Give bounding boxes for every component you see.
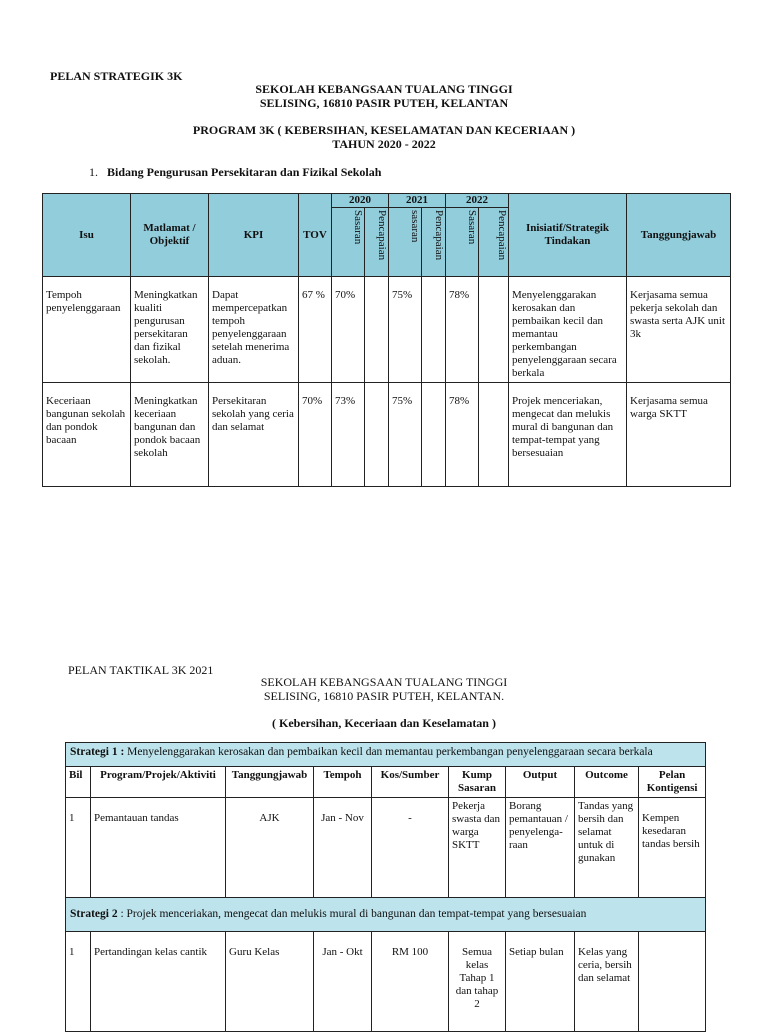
cell-tempoh: Jan - Okt bbox=[314, 932, 372, 1032]
tactical-school-line2: SELISING, 16810 PASIR PUTEH, KELANTAN. bbox=[263, 689, 505, 703]
header-matlamat: Matlamat / Objektif bbox=[131, 194, 209, 277]
cell-pencapaian-2021 bbox=[422, 277, 446, 383]
cell-sasaran-2021: 75% bbox=[389, 277, 422, 383]
tactical-subtitle: ( Kebersihan, Keceriaan dan Keselamatan ) bbox=[272, 716, 496, 730]
section-title: Bidang Pengurusan Persekitaran dan Fizikal Sekolah bbox=[107, 165, 382, 179]
strategi-1-banner bbox=[66, 743, 706, 767]
strategic-table bbox=[42, 193, 731, 487]
cell-tov: 67 % bbox=[299, 277, 332, 383]
header-pencapaian-2022: Pencapaian bbox=[479, 208, 509, 277]
cell-pelan-kontigensi bbox=[639, 932, 706, 1032]
cell-kpi: Dapat mempercepatkan tempoh penyelenggaraan setelah menerima aduan. bbox=[209, 277, 299, 383]
header-tanggungjawab: Tanggungjawab bbox=[627, 194, 731, 277]
cell-sasaran-2020: 70% bbox=[332, 277, 365, 383]
table-row bbox=[43, 383, 731, 487]
strategi-2-label: Strategi 2 bbox=[70, 908, 118, 920]
cell-isu: Tempoh penyelenggaraan bbox=[43, 277, 131, 383]
table-row bbox=[66, 932, 706, 1032]
cell-tanggungjawab: Kerjasama semua warga SKTT bbox=[627, 383, 731, 487]
cell-isu: Keceriaan bangunan sekolah dan pondok bacaan bbox=[43, 383, 131, 487]
cell-kump-sasaran: Semua kelas Tahap 1 dan tahap 2 bbox=[449, 932, 506, 1032]
header-bil: Bil bbox=[66, 767, 91, 798]
cell-pelan-kontigensi: Kempen kesedaran tandas bersih bbox=[639, 798, 706, 898]
cell-program: Pemantauan tandas bbox=[91, 798, 226, 898]
header-program: Program/Projek/Aktiviti bbox=[91, 767, 226, 798]
strategi-2-banner bbox=[66, 898, 706, 932]
cell-pencapaian-2020 bbox=[365, 277, 389, 383]
header-output: Output bbox=[506, 767, 575, 798]
cell-output: Setiap bulan bbox=[506, 932, 575, 1032]
header-isu: Isu bbox=[43, 194, 131, 277]
tactical-school-line1: SEKOLAH KEBANGSAAN TUALANG TINGGI bbox=[260, 675, 508, 689]
table-row bbox=[66, 798, 706, 898]
program-title: PROGRAM 3K ( KEBERSIHAN, KESELAMATAN DAN KECERIAAN ) bbox=[192, 123, 576, 137]
cell-tov: 70% bbox=[299, 383, 332, 487]
cell-inisiatif: Menyelenggarakan kerosakan dan pembaikan kecil dan memantau perkembangan penyelenggaraan secara berkala bbox=[509, 277, 627, 383]
year-range: TAHUN 2020 - 2022 bbox=[332, 137, 436, 151]
cell-matlamat: Meningkatkan kualiti pengurusan persekitaran dan fizikal sekolah. bbox=[131, 277, 209, 383]
cell-kump-sasaran: Pekerja swasta dan warga SKTT bbox=[449, 798, 506, 898]
cell-kpi: Persekitaran sekolah yang ceria dan selamat bbox=[209, 383, 299, 487]
header-kos: Kos/Sumber bbox=[372, 767, 449, 798]
header-inisiatif: Inisiatif/Strategik Tindakan bbox=[509, 194, 627, 277]
cell-tanggungjawab: Guru Kelas bbox=[226, 932, 314, 1032]
cell-tanggungjawab: Kerjasama semua pekerja sekolah dan swasta serta AJK unit 3k bbox=[627, 277, 731, 383]
cell-program: Pertandingan kelas cantik bbox=[91, 932, 226, 1032]
header-sasaran-2022: Sasaran bbox=[446, 208, 479, 277]
cell-outcome: Kelas yang ceria, bersih dan selamat bbox=[575, 932, 639, 1032]
tactical-table bbox=[65, 742, 706, 1032]
cell-pencapaian-2022 bbox=[479, 277, 509, 383]
header-tov: TOV bbox=[299, 194, 332, 277]
cell-sasaran-2022: 78% bbox=[446, 277, 479, 383]
cell-inisiatif: Projek menceriakan, mengecat dan melukis mural di bangunan dan tempat-tempat yang bersesuaian bbox=[509, 383, 627, 487]
tactical-plan-label: PELAN TAKTIKAL 3K 2021 bbox=[68, 663, 214, 677]
cell-outcome: Tandas yang bersih dan selamat untuk di gunakan bbox=[575, 798, 639, 898]
strategi-2-text: : Projek menceriakan, mengecat dan melukis mural di bangunan dan tempat-tempat yang bersesuaian bbox=[120, 908, 587, 920]
cell-pencapaian-2022 bbox=[479, 383, 509, 487]
header-tempoh: Tempoh bbox=[314, 767, 372, 798]
cell-kos: RM 100 bbox=[372, 932, 449, 1032]
header-pencapaian-2020: Pencapaian bbox=[365, 208, 389, 277]
cell-sasaran-2022: 78% bbox=[446, 383, 479, 487]
header-year-2021: 2021 bbox=[389, 194, 446, 208]
strategi-1-text: Menyelenggarakan kerosakan dan pembaikan kecil dan memantau perkembangan penyelenggaraan secara berkala bbox=[127, 746, 653, 758]
header-pelan-kontigensi: Pelan Kontigensi bbox=[639, 767, 706, 798]
header-pencapaian-2021: Pencapaian bbox=[422, 208, 446, 277]
cell-bil: 1 bbox=[66, 798, 91, 898]
header-sasaran-2020: Sasaran bbox=[332, 208, 365, 277]
cell-pencapaian-2021 bbox=[422, 383, 446, 487]
header-year-2022: 2022 bbox=[446, 194, 509, 208]
cell-sasaran-2021: 75% bbox=[389, 383, 422, 487]
cell-kos: - bbox=[372, 798, 449, 898]
cell-matlamat: Meningkatkan keceriaan bangunan dan pondok bacaan sekolah bbox=[131, 383, 209, 487]
cell-bil: 1 bbox=[66, 932, 91, 1032]
section-number: 1. bbox=[89, 165, 98, 179]
cell-output: Borang pemantauan / penyelenga-raan bbox=[506, 798, 575, 898]
header-tanggungjawab: Tanggungjawab bbox=[226, 767, 314, 798]
header-year-2020: 2020 bbox=[332, 194, 389, 208]
header-sasaran-2021: sasaran bbox=[389, 208, 422, 277]
cell-sasaran-2020: 73% bbox=[332, 383, 365, 487]
cell-tanggungjawab: AJK bbox=[226, 798, 314, 898]
header-kump-sasaran: Kump Sasaran bbox=[449, 767, 506, 798]
school-name-line1: SEKOLAH KEBANGSAAN TUALANG TINGGI bbox=[255, 82, 513, 96]
table-row bbox=[43, 277, 731, 383]
cell-tempoh: Jan - Nov bbox=[314, 798, 372, 898]
cell-pencapaian-2020 bbox=[365, 383, 389, 487]
strategic-plan-label: PELAN STRATEGIK 3K bbox=[50, 69, 183, 83]
strategi-1-label: Strategi 1 : bbox=[70, 746, 125, 758]
header-kpi: KPI bbox=[209, 194, 299, 277]
header-outcome: Outcome bbox=[575, 767, 639, 798]
school-address-line2: SELISING, 16810 PASIR PUTEH, KELANTAN bbox=[259, 96, 509, 110]
